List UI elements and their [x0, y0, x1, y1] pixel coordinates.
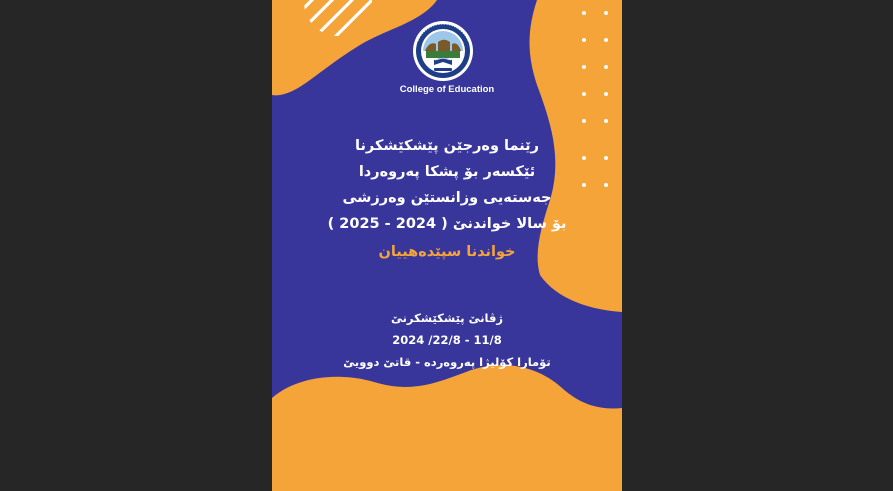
submission-period-dates: 2024 /22/8 - 11/8 — [392, 333, 502, 347]
submission-info — [272, 307, 622, 373]
headline-line: جەستەیی وزانستێن وەرزشی — [342, 190, 552, 206]
announcement-headline — [282, 133, 612, 237]
submission-location: تۆمارا کۆلیژا پەروەردە - قاتێ دوویێ — [343, 355, 551, 369]
headline-line: رێنما وەرجێن پێشکێشکرنا — [355, 138, 539, 154]
submission-period-label: ژڤانێ پێشکێشکرنێ — [390, 311, 504, 325]
headline-line: بۆ سالا خواندنێ ( 2024 - 2025 ) — [327, 216, 567, 232]
study-type-subtitle: خواندنا سپێدەهییان — [378, 244, 516, 260]
university-logo — [404, 20, 482, 84]
college-name: College of Education — [399, 84, 495, 95]
headline-line: ئێکسەر بۆ پشکا پەروەردا — [358, 164, 536, 180]
bottom-orange-blob — [272, 365, 622, 491]
poster — [272, 0, 622, 491]
